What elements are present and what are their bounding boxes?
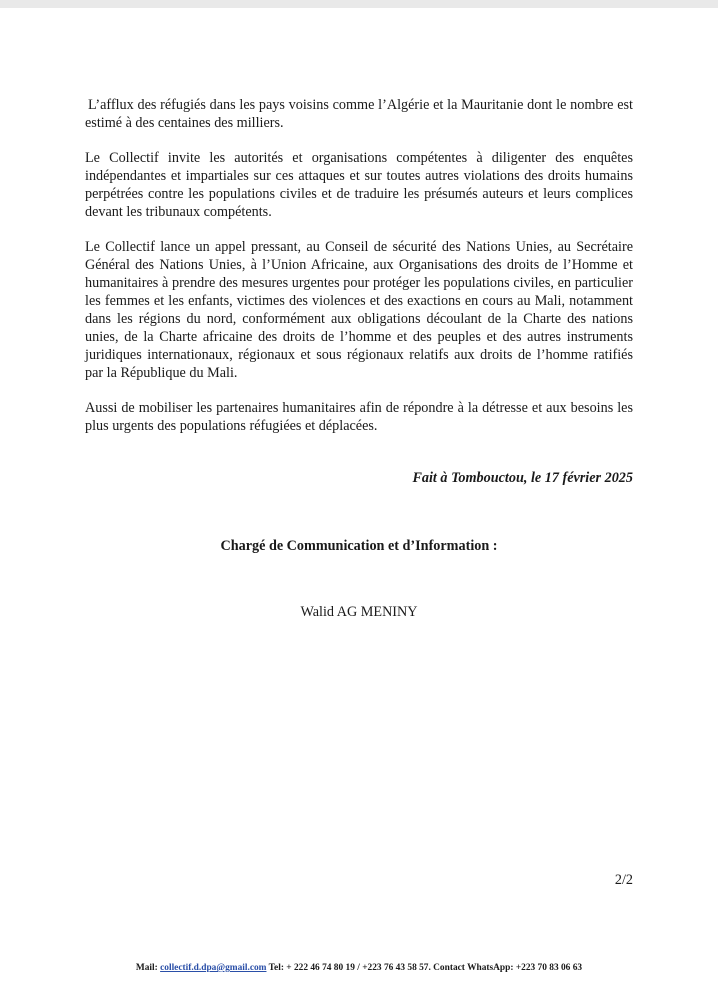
- page-top-band: [0, 0, 718, 8]
- document-body: [85, 96, 633, 452]
- signer-role-title: Chargé de Communication et d’Information :: [220, 538, 498, 554]
- footer-mail-label: Mail:: [135, 963, 161, 973]
- place-date-signoff: Fait à Tombouctou, le 17 février 2025: [412, 470, 633, 486]
- page-number: 2/2: [614, 872, 633, 888]
- paragraph-refugees: L’afflux des réfugiés dans les pays voisins comme l’Algérie et la Mauritanie dont le nombre est estimé à des centaines des milliers.: [85, 97, 633, 131]
- paragraph-investigations: Le Collectif invite les autorités et organisations compétentes à diligenter des enquêtes indépendantes et impartiales sur ces attaques et sur toutes autres violations des droits humains perpétrées contre les populations civiles et de traduire les présumés auteurs et leurs complices devant les tribunaux compétents.: [85, 150, 633, 220]
- paragraph-humanitarian: Aussi de mobiliser les partenaires humanitaires afin de répondre à la détresse et aux besoins les plus urgents des populations réfugiées et déplacées.: [85, 400, 633, 434]
- footer-contact-text: Tel: + 222 46 74 80 19 / +223 76 43 58 57. Contact WhatsApp: +223 70 83 06 63: [266, 963, 583, 973]
- footer-mail-link[interactable]: collectif.d.dpa@gmail.com: [160, 963, 267, 973]
- signer-name: Walid AG MENINY: [300, 604, 418, 620]
- contact-footer: [0, 963, 718, 973]
- paragraph-appeal: Le Collectif lance un appel pressant, au Conseil de sécurité des Nations Unies, au Secrétaire Général des Nations Unies, à l’Union Africaine, aux Organisations des droits de l’Homme et humanitaires à prendre des mesures urgentes pour protéger les populations civiles, en particulier les femmes et les enfants, victimes des violences et des exactions en cours au Mali, notamment dans les régions du nord, conformément aux obligations découlant de la Charte des nations unies, de la Charte africaine des droits de l’homme et des peuples et des autres instruments juridiques internationaux, régionaux et sous régionaux relatifs aux droits de l’homme ratifiés par la République du Mali.: [85, 239, 633, 381]
